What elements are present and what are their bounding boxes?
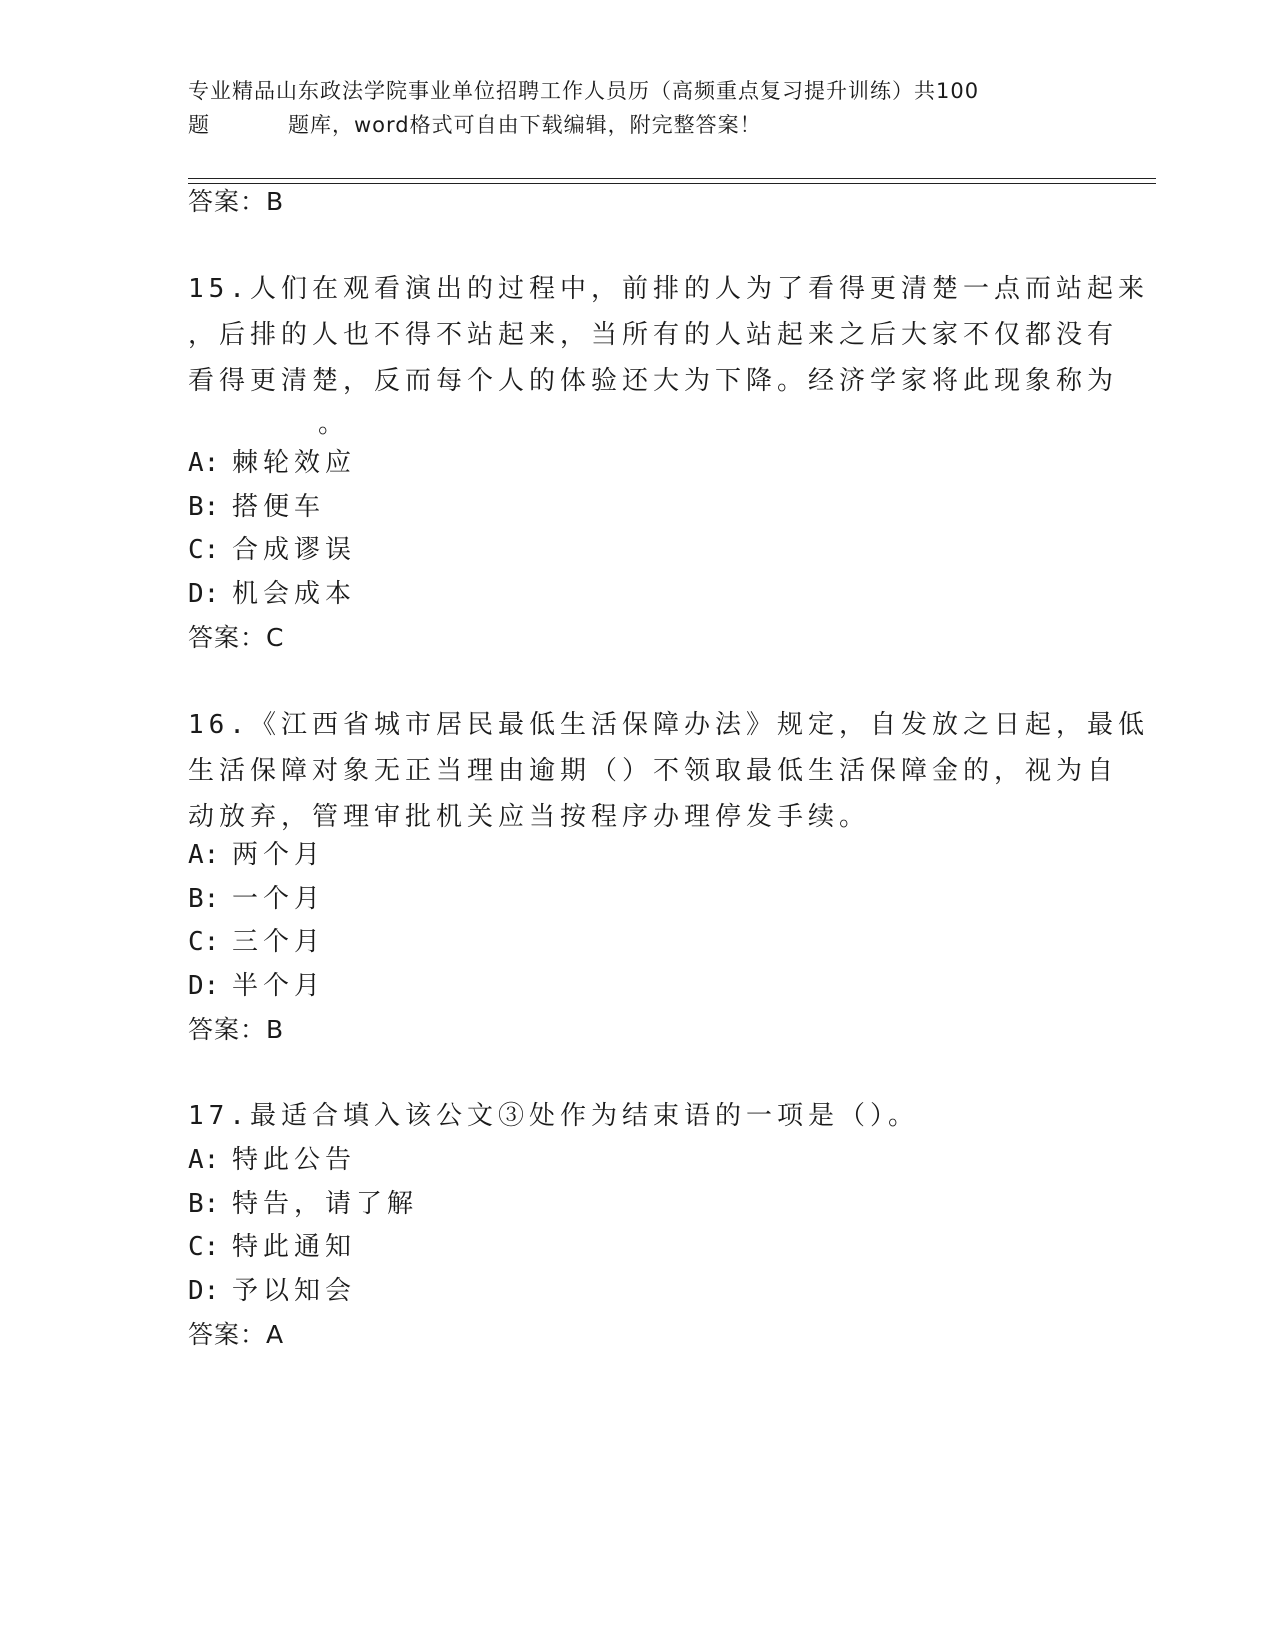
header-title-line2-start: 题 [188, 113, 210, 137]
option-text: 棘轮效应 [232, 448, 357, 478]
option-16-b [188, 882, 325, 916]
option-text: 半个月 [232, 971, 326, 1001]
option-17-b [188, 1187, 418, 1221]
option-label: B: [188, 492, 220, 522]
option-text: 一个月 [232, 884, 326, 914]
header-title-line2 [188, 108, 1108, 142]
option-17-c [188, 1230, 356, 1264]
option-text: 两个月 [232, 840, 326, 870]
answer-q16: 答案：B [188, 1015, 285, 1044]
question-16 [188, 702, 1149, 840]
header-title-line2-rest: 题库，word格式可自由下载编辑，附完整答案！ [288, 113, 762, 137]
option-text: 三个月 [232, 927, 326, 957]
option-label: A: [188, 840, 220, 870]
option-15-b [188, 490, 325, 524]
option-label: D: [188, 579, 220, 609]
header-divider-bottom [188, 183, 1156, 184]
option-label: C: [188, 1232, 220, 1262]
option-label: D: [188, 971, 220, 1001]
question-17 [188, 1093, 1088, 1139]
page-header [188, 74, 1108, 142]
option-label: A: [188, 1145, 220, 1175]
option-label: B: [188, 1189, 220, 1219]
option-16-c [188, 925, 325, 959]
option-label: B: [188, 884, 220, 914]
question-15 [188, 266, 1149, 444]
question-16-line2: 生活保障对象无正当理由逾期（）不领取最低生活保障金的，视为自 [188, 756, 1119, 786]
option-label: D: [188, 1276, 220, 1306]
option-text: 机会成本 [232, 579, 357, 609]
option-text: 特此通知 [232, 1232, 357, 1262]
question-15-line4: 。 [318, 409, 350, 439]
option-text: 特告，请了解 [232, 1189, 419, 1219]
question-15-line1: 15.人们在观看演出的过程中，前排的人为了看得更清楚一点而站起来 [188, 274, 1149, 304]
answer-q14: 答案：B [188, 187, 285, 216]
option-label: C: [188, 927, 220, 957]
question-15-line2: ，后排的人也不得不站起来，当所有的人站起来之后大家不仅都没有 [188, 320, 1119, 350]
option-text: 特此公告 [232, 1145, 357, 1175]
option-15-d [188, 577, 356, 611]
option-label: A: [188, 448, 220, 478]
option-15-c [188, 533, 356, 567]
question-16-line1: 16.《江西省城市居民最低生活保障办法》规定，自发放之日起，最低 [188, 710, 1149, 740]
question-17-line1: 17.最适合填入该公文③处作为结束语的一项是（）。 [188, 1101, 919, 1131]
header-divider-top [188, 178, 1156, 179]
option-17-d [188, 1274, 356, 1308]
answer-q17: 答案：A [188, 1320, 285, 1349]
answer-q15: 答案：C [188, 623, 285, 652]
option-15-a [188, 446, 356, 480]
option-label: C: [188, 535, 220, 565]
option-16-d [188, 969, 325, 1003]
question-15-line3: 看得更清楚，反而每个人的体验还大为下降。经济学家将此现象称为 [188, 366, 1119, 396]
header-title-line1: 专业精品山东政法学院事业单位招聘工作人员历（高频重点复习提升训练）共100 [188, 79, 980, 103]
option-17-a [188, 1143, 356, 1177]
option-16-a [188, 838, 325, 872]
option-text: 予以知会 [232, 1276, 357, 1306]
option-text: 搭便车 [232, 492, 326, 522]
question-16-line3: 动放弃，管理审批机关应当按程序办理停发手续。 [188, 802, 871, 832]
option-text: 合成谬误 [232, 535, 357, 565]
